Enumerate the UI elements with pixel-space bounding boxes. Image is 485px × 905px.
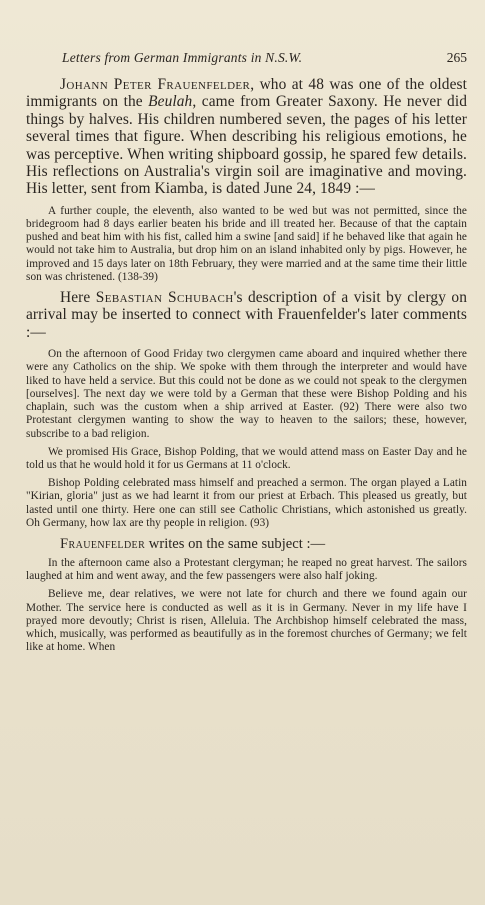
person-name: Frauenfelder [60, 535, 146, 552]
frauenfelder-paragraph [26, 536, 467, 553]
quote-paragraph: Bishop Polding celebrated mass himself and preached a sermon. The organ played a Latin "Kirian, gloria" just as we had learnt it from our priest at Erbach. This pleased us greatly, but lasted until one thirty. Here one can still see Catholic Christians, which astonished us greatly. Oh Germany, how lax are thy people in religion. (93) [26, 477, 467, 529]
intro-text-2: , came from Greater Saxony. He never did things by halves. His children numbered seven, the pages of his letter several times that figure. When describing his religious emotions, he was perceptive. When writing shipboard gossip, he spared few details. His reflections on Australia's virgin soil are imaginative and moving. His letter, sent from Kiamba, is dated June 24, 1849 :— [26, 93, 467, 198]
ship-name: Beulah [148, 93, 193, 111]
quote-paragraph: We promised His Grace, Bishop Polding, that we would attend mass on Easter Day and he told us that he would hold it for us Germans at 11 o'clock. [26, 445, 467, 471]
person-name: Johann Peter Frauenfelder [60, 76, 251, 93]
quote-paragraph: A further couple, the eleventh, also wanted to be wed but was not permitted, since the bridegroom had 8 days earlier beaten his bride and ill treated her. Because of that the captain pushed and beat him with his fist, called him a swine [and said] if he behaved like that again he would not take him to Australia, but drop him on an island inhabited only by pigs. However, he improved and 15 days later on 18th February, they were married and at the same time their little son was christened. (138-39) [26, 204, 467, 283]
intro-text-1: , who at 48 was one of the oldest immigrants on the [26, 76, 467, 111]
schubach-lead: Here [60, 289, 96, 307]
person-name: Sebastian Schubach [95, 289, 234, 307]
quote-paragraph: On the afternoon of Good Friday two clergymen came aboard and inquired whether there were any Catholics on the ship. We spoke with them through the interpreter and would have liked to have held a service. But this could not be done as we could not speak to the clergymen [ourselves]. The next day we were told by a German that these were Bishop Polding and his chaplain, such was the custom when a ship arrived at Easter. (92) There were also two Protestant clergymen wanting to show the way to heaven to the sailors; these, however, subscribe to a bad religion. [26, 348, 467, 440]
quote-paragraph: Believe me, dear relatives, we were not late for church and there we found again our Mother. The service here is conducted as well as it is in Germany. Never in my life have I prayed more devoutly; Christ is risen, Alleluia. The Archbishop himself celebrated the mass, which, musically, was performed as beautifully as in the foremost churches of Germany; we felt like at home. When [26, 588, 467, 654]
page-body [26, 76, 467, 654]
intro-paragraph [26, 76, 467, 198]
schubach-paragraph [26, 289, 467, 341]
schubach-text: 's description of a visit by clergy on arrival may be inserted to connect with Frauenfelder's later comments :— [26, 289, 468, 341]
page-header [26, 50, 467, 66]
frauenfelder-text: writes on the same subject :— [145, 535, 326, 552]
quote-paragraph: In the afternoon came also a Protestant clergyman; he reaped no great harvest. The sailors laughed at him and went away, and the few passengers were also half joking. [26, 556, 467, 583]
running-head: Letters from German Immigrants in N.S.W. [62, 50, 303, 65]
page-number: 265 [446, 50, 467, 65]
